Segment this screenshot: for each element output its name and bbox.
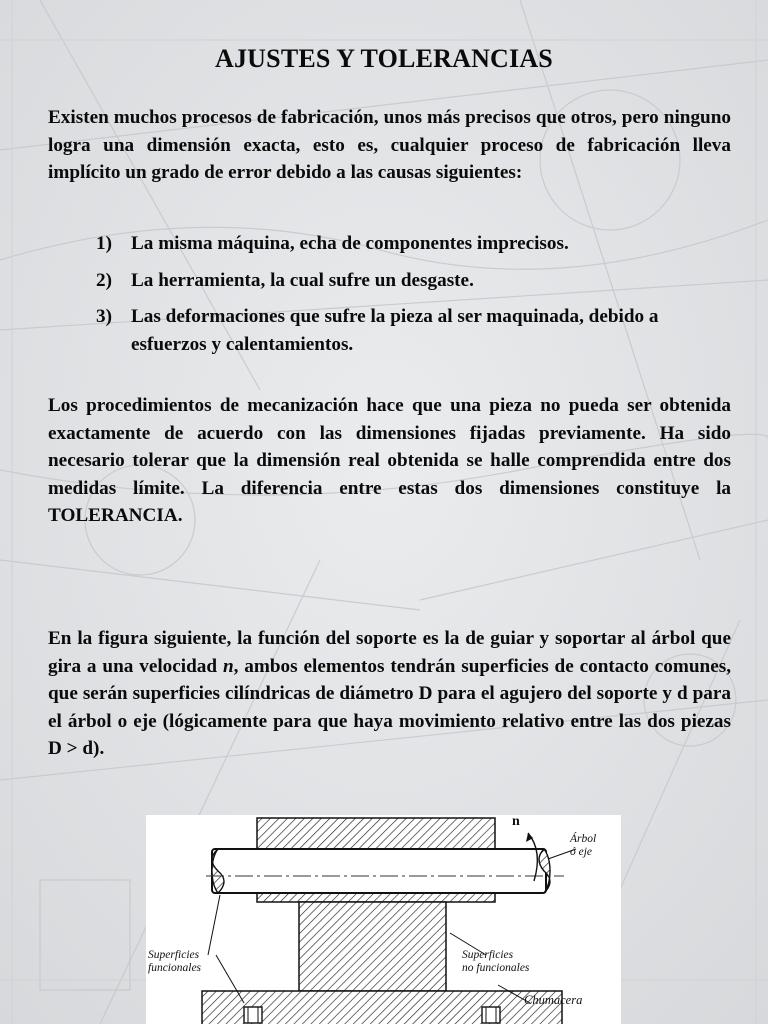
- housing-neck: [299, 902, 446, 991]
- bearing-shaft-figure: [146, 815, 621, 1024]
- bolt-right: [482, 1007, 500, 1023]
- list-item: [96, 267, 726, 295]
- rotation-n-label: n: [512, 815, 520, 829]
- sf-leader-1: [208, 895, 220, 955]
- velocity-symbol: n: [222, 655, 234, 677]
- list-number: 2): [96, 269, 112, 291]
- causes-list: [96, 230, 726, 367]
- paragraph-text-after: , ambos elementos tendrán superficies de contacto comunes, que serán superficies cilíndricas de diámetro D para el agujero del soporte y d para el árbol o eje (lógicamente para que haya movimiento relativo entre las dos piezas D > d).: [48, 655, 731, 759]
- intro-paragraph: Existen muchos procesos de fabricación, unos más precisos que otros, pero ninguno logra una dimensión exacta, esto es, cualquier proceso de fabricación lleva implícito un grado de error debido a las causas siguientes:: [48, 107, 731, 183]
- superficies-funcionales-label: Superficies funcionales: [148, 949, 202, 974]
- list-text: Las deformaciones que sufre la pieza al ser maquinada, debido a esfuerzos y calentamientos.: [131, 306, 659, 355]
- list-text: La misma máquina, echa de componentes imprecisos.: [131, 233, 569, 254]
- figure-description-paragraph: [48, 625, 731, 763]
- chumacera-label: Chumacera: [524, 993, 583, 1007]
- list-item: [96, 230, 726, 258]
- shaft: [212, 849, 546, 893]
- page-title: AJUSTES Y TOLERANCIAS: [215, 44, 553, 73]
- tolerance-paragraph: Los procedimientos de mecanización hace que una pieza no pueda ser obtenida exactamente de acuerdo con las dimensiones fijadas previamente. Ha sido necesario tolerar que la dimensión real obtenida se halle comprendida entre dos medidas límite. La diferencia entre estas dos dimensiones constituye la TOLERANCIA.: [48, 395, 731, 526]
- arbol-label: Árbol ó eje: [570, 833, 597, 858]
- list-number: 3): [96, 306, 112, 327]
- bolt-left: [244, 1007, 262, 1023]
- list-text: La herramienta, la cual sufre un desgaste.: [131, 269, 474, 291]
- superficies-no-funcionales-label: Superficies no funcionales: [462, 949, 530, 974]
- paragraph-text-before: En la figura siguiente, la función del soporte es la de guiar y soportar al árbol que gira a una velocidad: [48, 628, 731, 677]
- list-number: 1): [96, 233, 112, 254]
- list-item: [96, 303, 726, 358]
